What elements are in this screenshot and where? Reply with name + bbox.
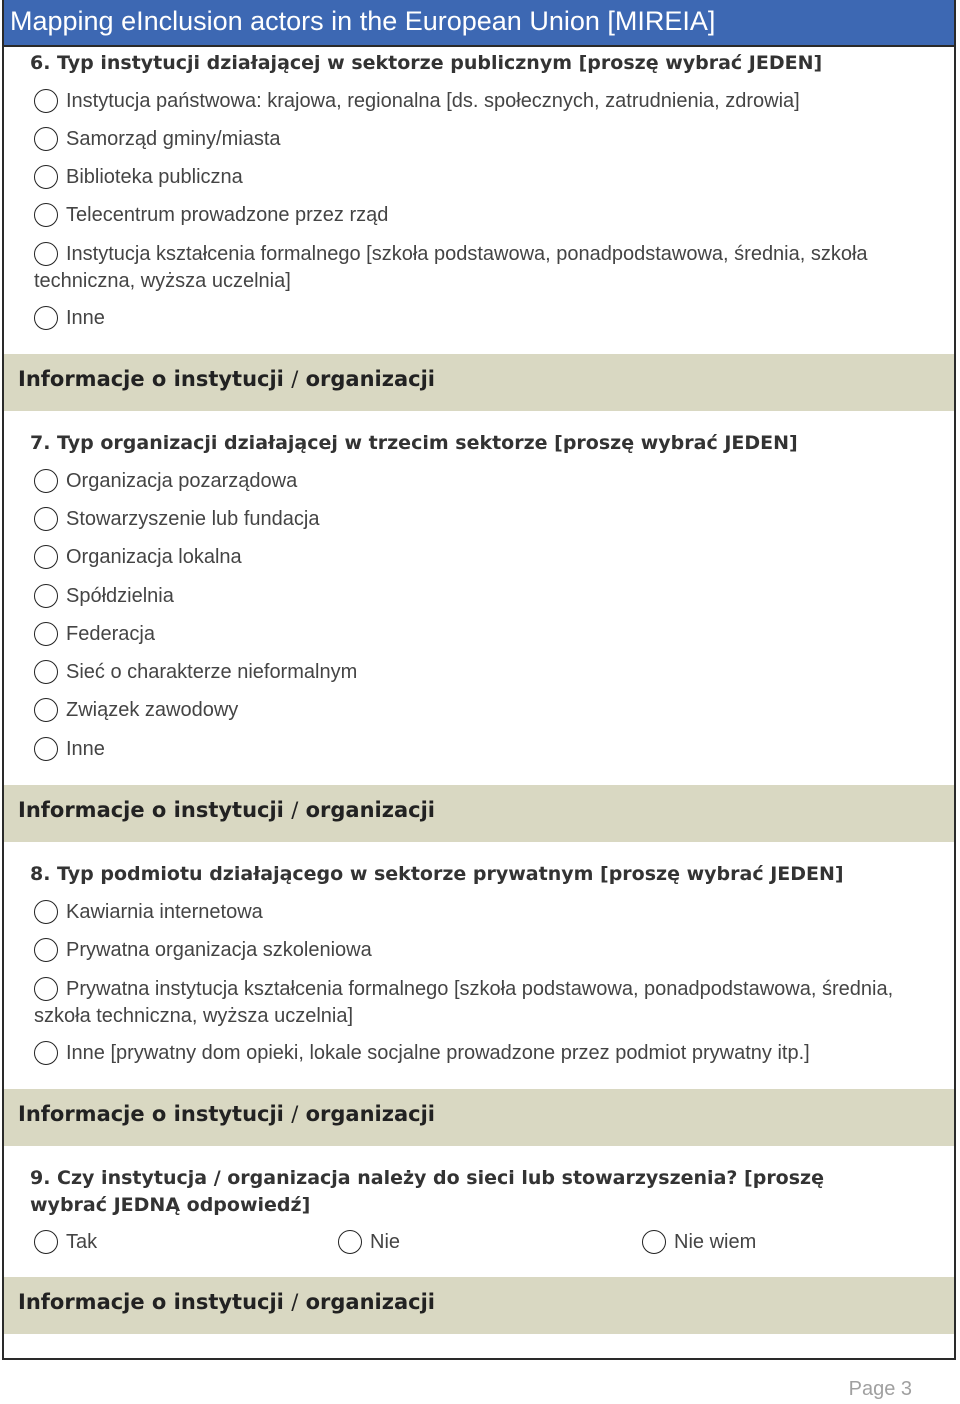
radio-button[interactable] bbox=[34, 507, 58, 531]
section-band-2 bbox=[4, 785, 954, 842]
q9-option-yes[interactable] bbox=[34, 1229, 97, 1256]
q7-option-5[interactable] bbox=[34, 621, 155, 648]
radio-button[interactable] bbox=[338, 1230, 362, 1254]
radio-button[interactable] bbox=[34, 242, 58, 266]
radio-button[interactable] bbox=[34, 1041, 58, 1065]
option-label: Federacja bbox=[66, 623, 155, 645]
question-7-title: 7. Typ organizacji działającej w trzecim sektorze [proszę wybrać JEDEN] bbox=[30, 432, 798, 454]
section-band-4 bbox=[4, 1277, 954, 1334]
radio-button[interactable] bbox=[34, 977, 58, 1001]
option-label: Inne [prywatny dom opieki, lokale socjalne prowadzone przez podmiot prywatny itp.] bbox=[66, 1042, 810, 1064]
option-label: Prywatna instytucja kształcenia formalnego [szkoła podstawowa, ponadpodstawowa, średnia, szkoła techniczna, wyższa uczelnia] bbox=[34, 978, 894, 1027]
option-label: Kawiarnia internetowa bbox=[66, 901, 263, 923]
option-label: Stowarzyszenie lub fundacja bbox=[66, 508, 320, 530]
radio-button[interactable] bbox=[34, 469, 58, 493]
q9-option-dont-know[interactable] bbox=[642, 1229, 756, 1256]
option-label: Nie wiem bbox=[674, 1231, 757, 1253]
section-heading: Informacje o instytucji / organizacji bbox=[18, 367, 435, 391]
radio-button[interactable] bbox=[34, 203, 58, 227]
q6-option-2[interactable] bbox=[34, 126, 281, 153]
q6-option-1[interactable] bbox=[34, 88, 800, 115]
option-label: Samorząd gminy/miasta bbox=[66, 128, 281, 150]
section-band-1 bbox=[4, 354, 954, 411]
option-label: Organizacja lokalna bbox=[66, 546, 242, 568]
section-heading: Informacje o instytucji / organizacji bbox=[18, 1290, 435, 1314]
radio-button[interactable] bbox=[34, 165, 58, 189]
radio-button[interactable] bbox=[34, 698, 58, 722]
section-band-3 bbox=[4, 1089, 954, 1146]
q7-option-2[interactable] bbox=[34, 506, 319, 533]
question-9-title: 9. Czy instytucja / organizacja należy do sieci lub stowarzyszenia? [proszę wybrać JEDNĄ odpowiedź] bbox=[30, 1167, 824, 1216]
option-label: Spółdzielnia bbox=[66, 585, 174, 607]
q8-option-1[interactable] bbox=[34, 899, 263, 926]
q7-option-1[interactable] bbox=[34, 468, 297, 495]
option-label: Instytucja państwowa: krajowa, regionalna [ds. społecznych, zatrudnienia, zdrowia] bbox=[66, 90, 800, 112]
radio-button[interactable] bbox=[34, 900, 58, 924]
radio-button[interactable] bbox=[34, 622, 58, 646]
q6-option-6[interactable] bbox=[34, 305, 105, 332]
option-label: Telecentrum prowadzone przez rząd bbox=[66, 204, 389, 226]
radio-button[interactable] bbox=[34, 584, 58, 608]
section-heading: Informacje o instytucji / organizacji bbox=[18, 798, 435, 822]
radio-button[interactable] bbox=[34, 737, 58, 761]
radio-button[interactable] bbox=[642, 1230, 666, 1254]
q8-option-2[interactable] bbox=[34, 937, 372, 964]
radio-button[interactable] bbox=[34, 127, 58, 151]
page-title: Mapping eInclusion actors in the European Union [MIREIA] bbox=[10, 6, 716, 36]
question-8-title: 8. Typ podmiotu działającego w sektorze prywatnym [proszę wybrać JEDEN] bbox=[30, 863, 844, 885]
q7-option-3[interactable] bbox=[34, 544, 242, 571]
option-label: Biblioteka publiczna bbox=[66, 166, 243, 188]
q6-option-3[interactable] bbox=[34, 164, 243, 191]
radio-button[interactable] bbox=[34, 545, 58, 569]
q9-option-no[interactable] bbox=[338, 1229, 400, 1256]
option-label: Organizacja pozarządowa bbox=[66, 470, 298, 492]
q8-option-4[interactable] bbox=[34, 1040, 924, 1067]
q8-option-3[interactable] bbox=[34, 976, 924, 1030]
option-label: Sieć o charakterze nieformalnym bbox=[66, 661, 358, 683]
q7-option-4[interactable] bbox=[34, 583, 174, 610]
question-6-title: 6. Typ instytucji działającej w sektorze publicznym [proszę wybrać JEDEN] bbox=[30, 52, 823, 74]
option-label: Nie bbox=[370, 1231, 401, 1253]
option-label: Inne bbox=[66, 307, 105, 329]
page-number: Page 3 bbox=[848, 1378, 912, 1400]
form-frame bbox=[2, 0, 956, 1360]
q7-option-7[interactable] bbox=[34, 697, 238, 724]
q7-option-8[interactable] bbox=[34, 736, 105, 763]
option-label: Tak bbox=[66, 1231, 98, 1253]
section-heading: Informacje o instytucji / organizacji bbox=[18, 1102, 435, 1126]
radio-button[interactable] bbox=[34, 660, 58, 684]
radio-button[interactable] bbox=[34, 938, 58, 962]
q7-option-6[interactable] bbox=[34, 659, 357, 686]
option-label: Instytucja kształcenia formalnego [szkoła podstawowa, ponadpodstawowa, średnia, szkoła techniczna, wyższa uczelnia] bbox=[34, 243, 868, 292]
radio-button[interactable] bbox=[34, 1230, 58, 1254]
option-label: Związek zawodowy bbox=[66, 699, 239, 721]
q6-option-5[interactable] bbox=[34, 241, 924, 295]
radio-button[interactable] bbox=[34, 306, 58, 330]
title-bar bbox=[4, 0, 954, 47]
q6-option-4[interactable] bbox=[34, 202, 388, 229]
option-label: Inne bbox=[66, 738, 105, 760]
option-label: Prywatna organizacja szkoleniowa bbox=[66, 939, 372, 961]
radio-button[interactable] bbox=[34, 89, 58, 113]
